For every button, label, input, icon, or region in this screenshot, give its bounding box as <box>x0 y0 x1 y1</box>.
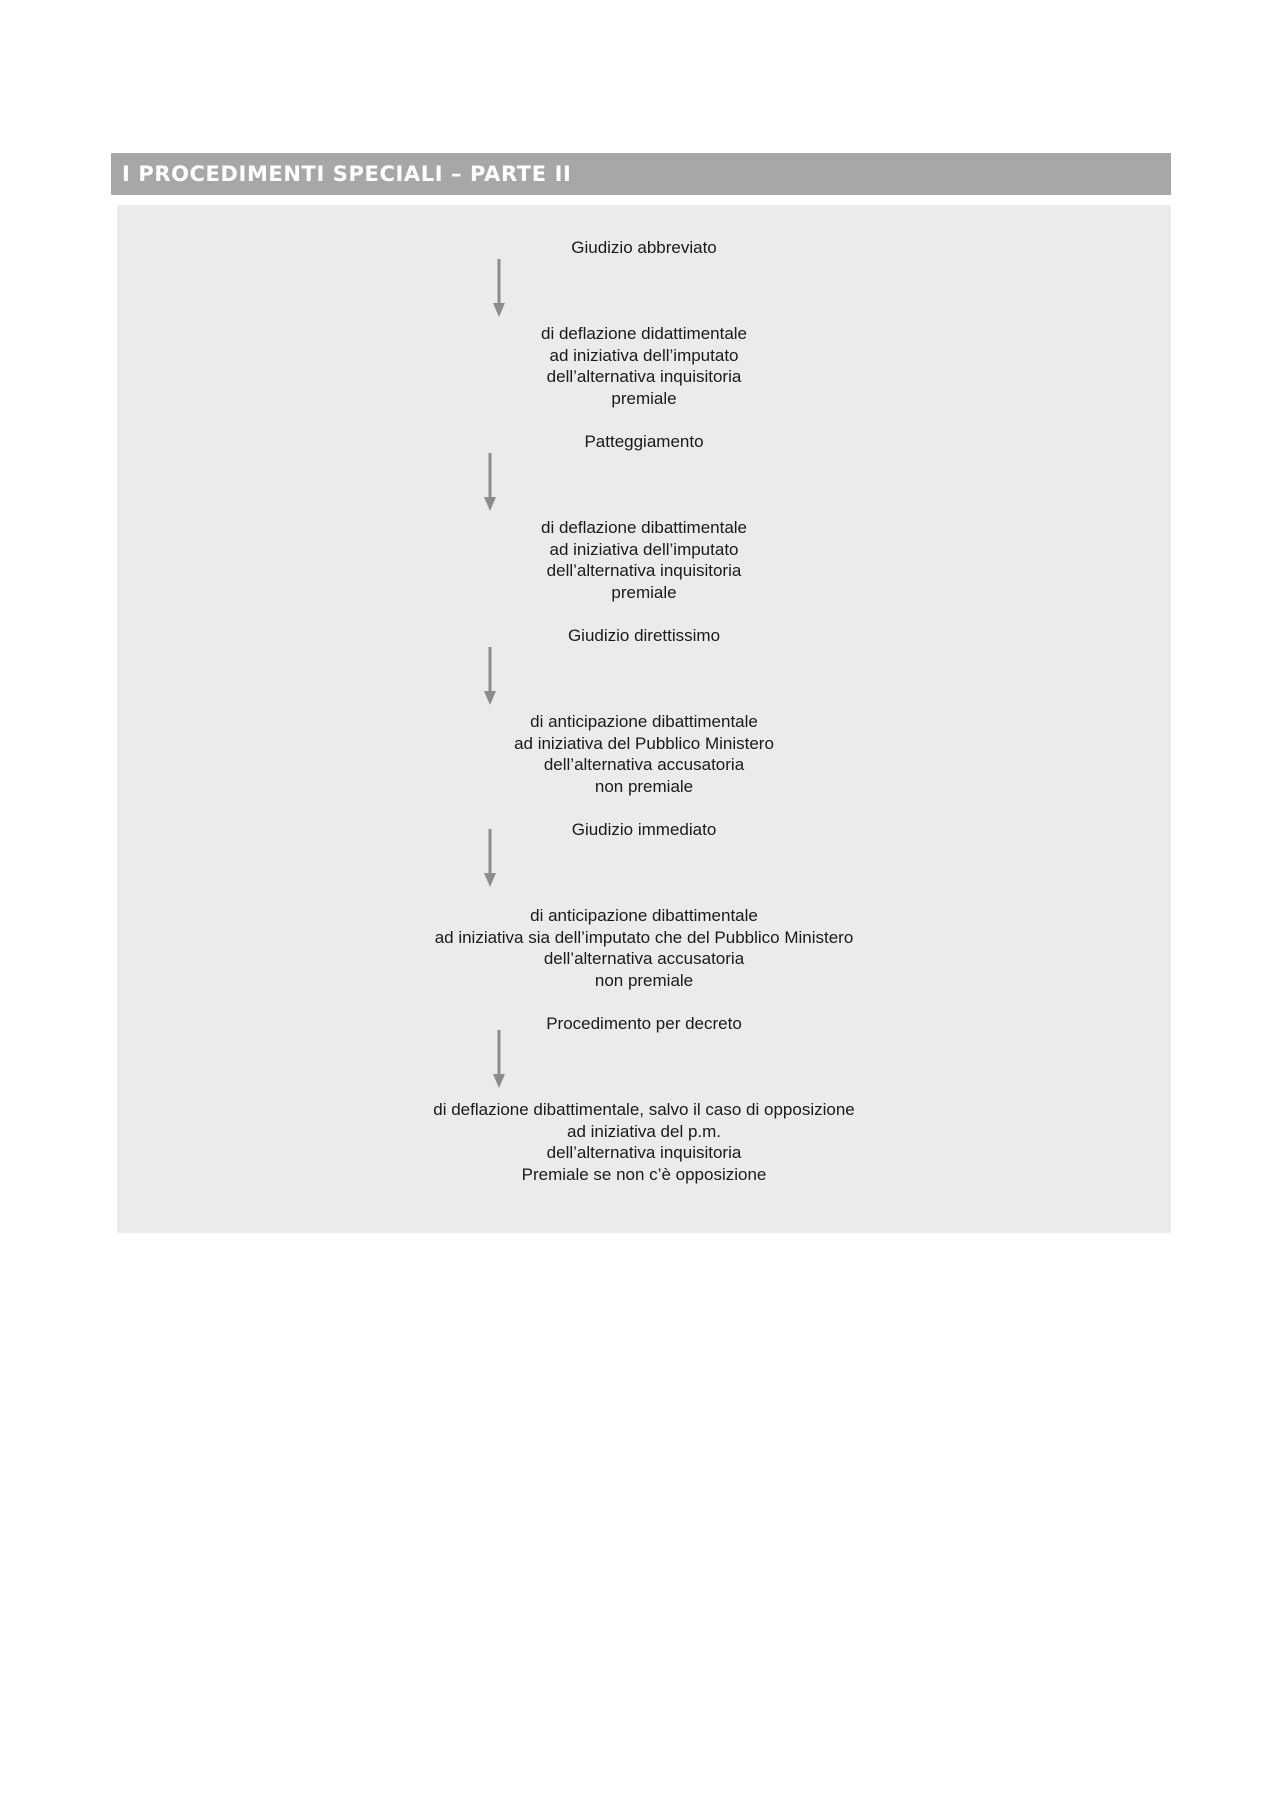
description-line: di deflazione dibattimentale, salvo il caso di opposizione <box>433 1100 855 1119</box>
description-line: premiale <box>611 582 677 602</box>
flow-step-description <box>117 323 1171 409</box>
down-arrow-icon <box>483 647 497 707</box>
down-arrow-icon <box>483 829 497 889</box>
flow-step-title: Giudizio direttissimo <box>567 626 721 645</box>
down-arrow-icon <box>492 259 506 319</box>
flow-step-title: Giudizio immediato <box>571 820 717 839</box>
description-line: di deflazione dibattimentale <box>540 518 748 537</box>
description-line: ad iniziativa sia dell’imputato che del Pubblico Ministero <box>434 927 854 947</box>
flow-panel <box>117 205 1171 1233</box>
flow-step-title: Patteggiamento <box>584 432 704 451</box>
description-line: Premiale se non c’è opposizione <box>521 1164 767 1184</box>
flow-step-title: Procedimento per decreto <box>546 1014 742 1033</box>
description-line: di anticipazione dibattimentale <box>530 712 758 731</box>
description-line: dell’alternativa inquisitoria <box>546 561 742 580</box>
flow-step-description <box>117 517 1171 603</box>
description-line: premiale <box>611 388 677 408</box>
down-arrow-icon <box>492 1030 506 1090</box>
description-line: di deflazione didattimentale <box>540 324 748 343</box>
section-title: I PROCEDIMENTI SPECIALI – PARTE II <box>122 162 572 186</box>
description-line: dell’alternativa inquisitoria <box>546 367 742 386</box>
description-line: di anticipazione dibattimentale <box>530 906 758 925</box>
description-line: non premiale <box>594 970 694 990</box>
description-line: dell’alternativa inquisitoria <box>546 1143 742 1162</box>
down-arrow-icon <box>483 453 497 513</box>
flow-step-description <box>117 711 1171 797</box>
flow-step-description <box>117 1099 1171 1185</box>
description-line: dell’alternativa accusatoria <box>543 949 745 968</box>
description-line: non premiale <box>594 776 694 796</box>
description-line: ad iniziativa del Pubblico Ministero <box>514 733 774 753</box>
flow-step-title: Giudizio abbreviato <box>571 238 717 257</box>
description-line: ad iniziativa dell’imputato <box>549 539 739 559</box>
description-line: ad iniziativa dell’imputato <box>549 345 739 365</box>
section-header <box>111 153 1171 195</box>
flow-step-description <box>117 905 1171 991</box>
description-line: ad iniziativa del p.m. <box>566 1121 722 1141</box>
description-line: dell’alternativa accusatoria <box>543 755 745 774</box>
